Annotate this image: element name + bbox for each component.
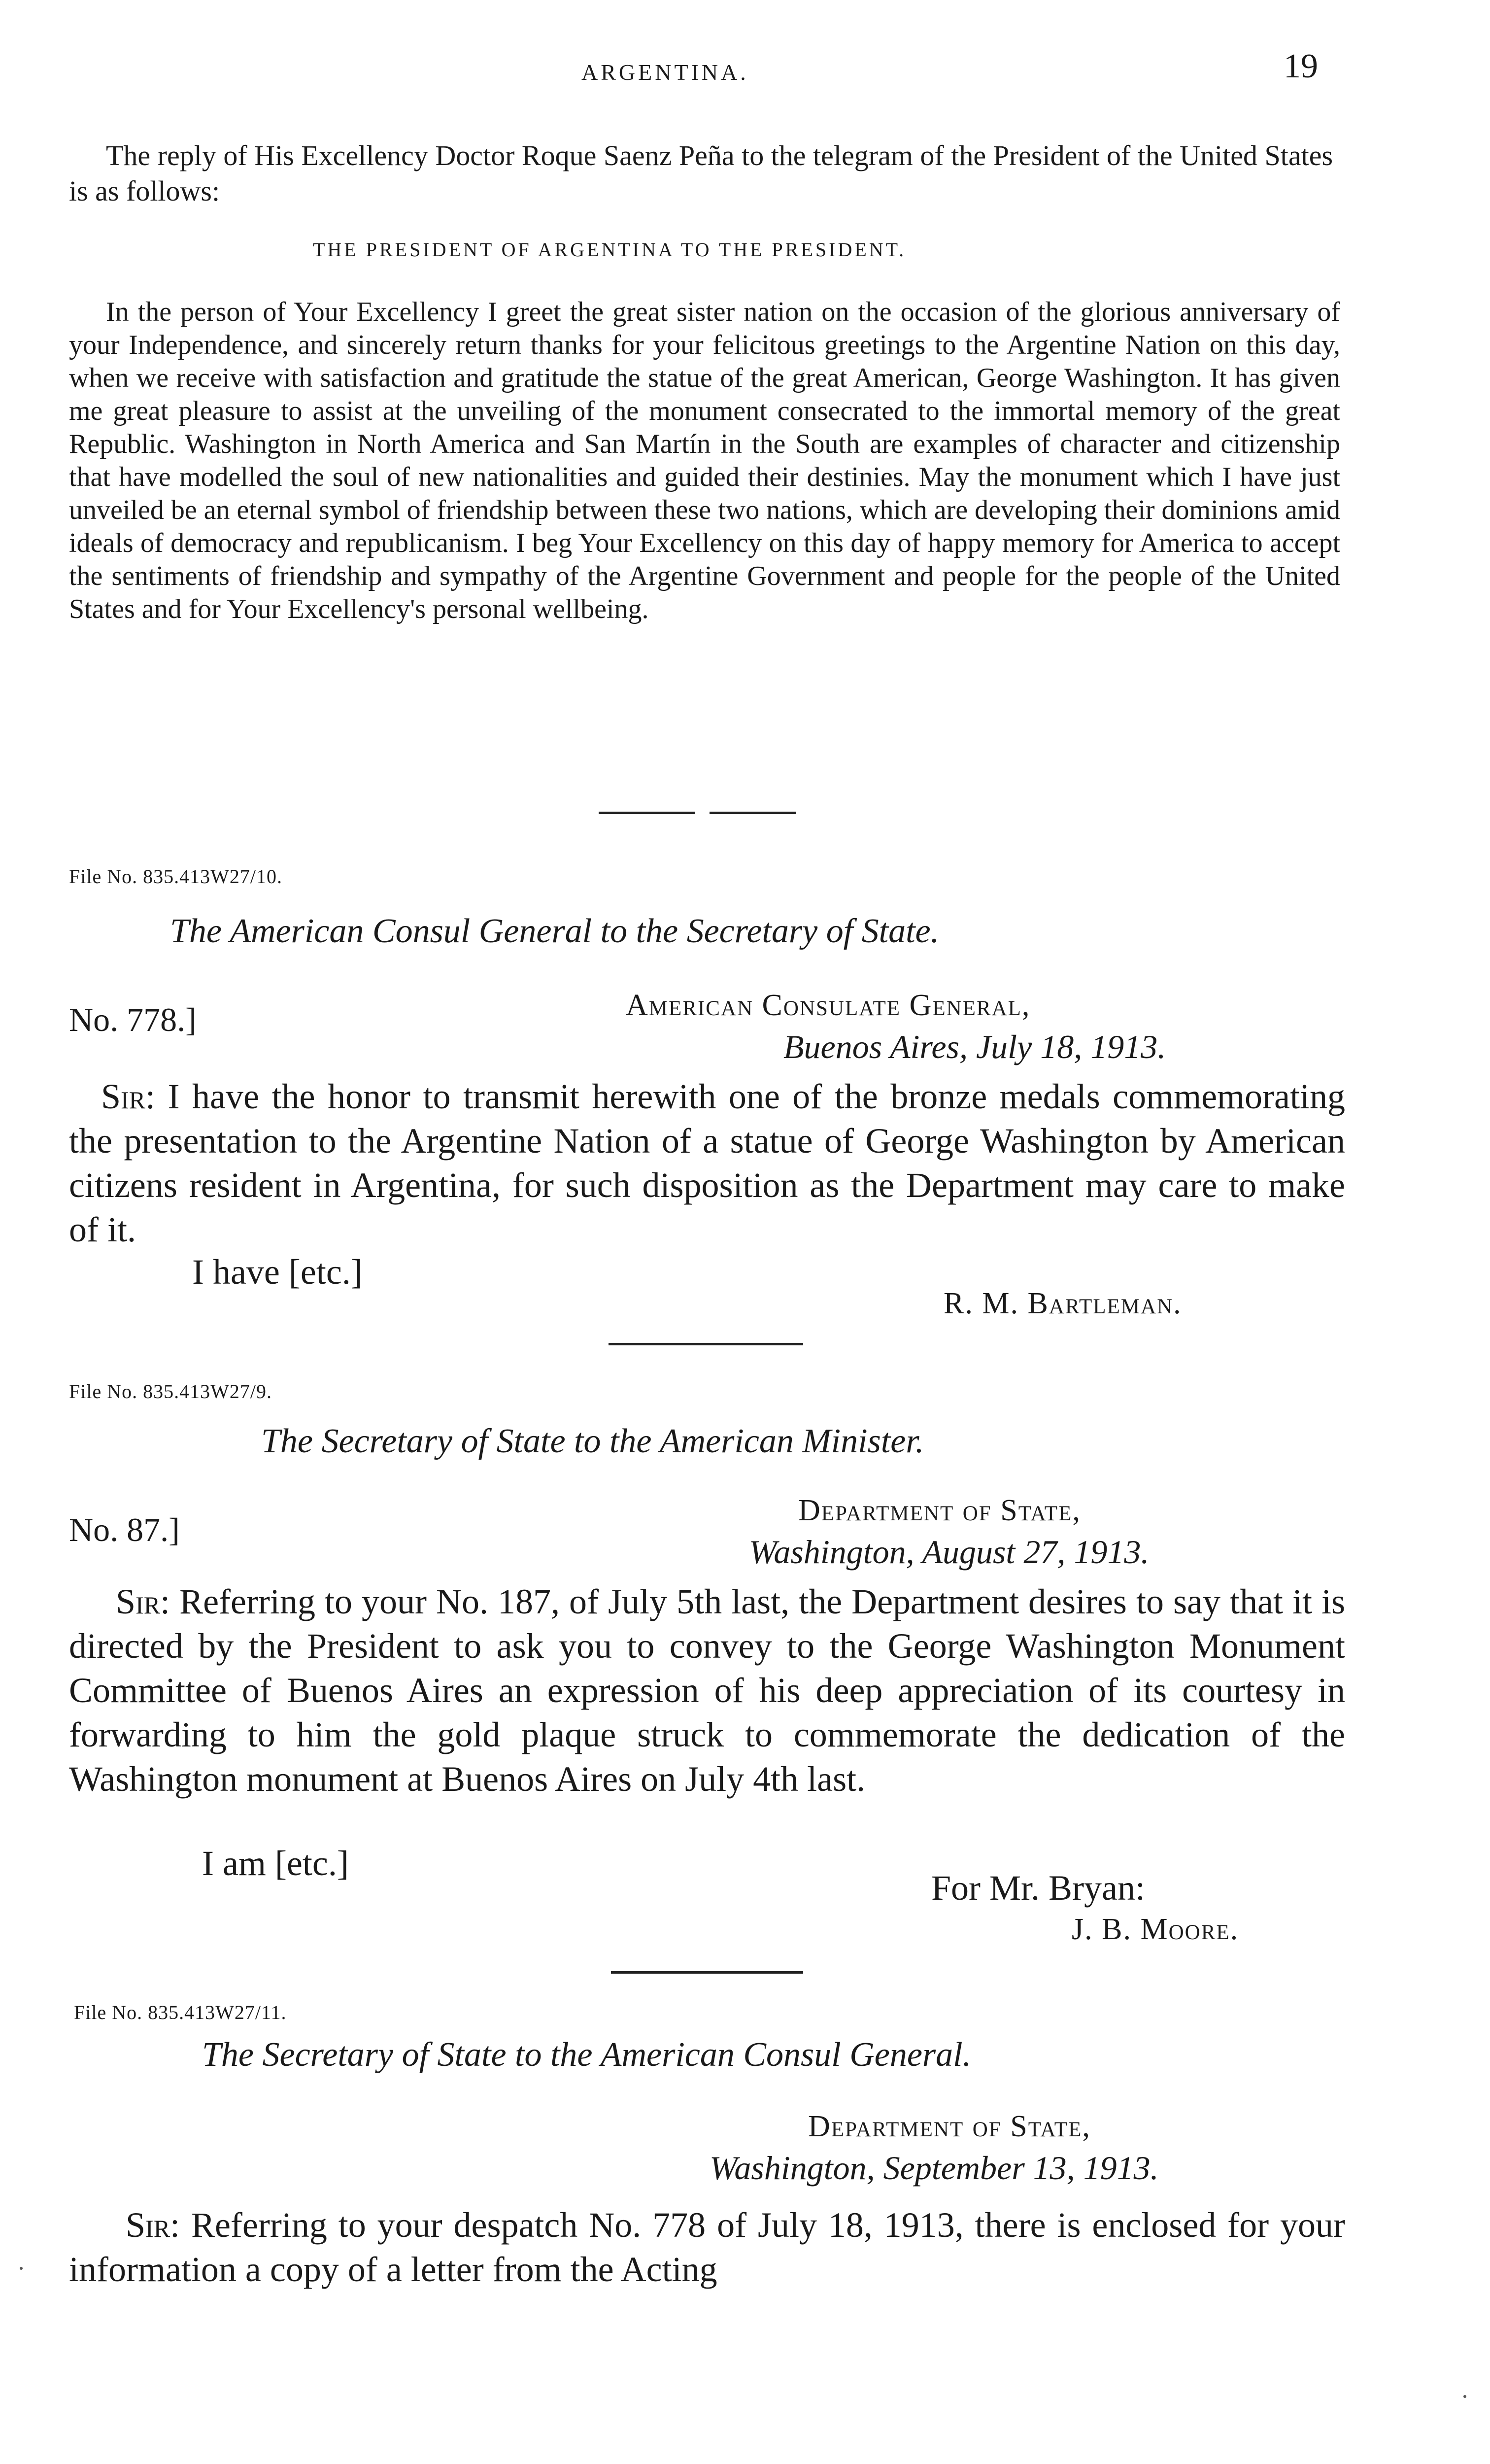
document-number: No. 778.] bbox=[69, 1001, 197, 1038]
intro-paragraph: The reply of His Excellency Doctor Roque Saenz Peña to the telegram of the President of the United States is as follows: bbox=[69, 139, 1333, 207]
file-number: File No. 835.413W27/10. bbox=[69, 865, 282, 888]
telegram-heading: THE PRESIDENT OF ARGENTINA TO THE PRESIDENT. bbox=[313, 239, 907, 261]
closing: I have [etc.] bbox=[192, 1252, 363, 1292]
sender-office: American Consulate General, bbox=[626, 989, 1031, 1022]
salutation: Sir: bbox=[116, 1582, 170, 1621]
telegram-paragraph: In the person of Your Excellency I greet the great sister nation on the occasion of the glorious anniversary of your Independence, and sincerely return thanks for your felicitous greetings to the Argentine Nation on this day, when we receive with satisfaction and gratitude the statue of the great American, George Washington. It has given me great pleasure to assist at the unveiling of the monument consecrated to the immortal memory of the great Republic. Washington in North America and San Martín in the South are examples of character and citizenship that have modelled the soul of new nationalities and guided their destinies. May the monument which I have just unveiled be an eternal symbol of friendship between these two nations, which are developing their dominions amid ideals of democracy and republicanism. I beg Your Excellency on this day of happy memory for America to accept the sentiments of friendship and sympathy of the Argentine Government and people for the people of the United States and for Your Excellency's personal wellbeing. bbox=[69, 297, 1340, 624]
place-date: Washington, August 27, 1913. bbox=[749, 1533, 1150, 1571]
sender-office: Department of State, bbox=[808, 2110, 1091, 2143]
document-title: The Secretary of State to the American Minister. bbox=[261, 1422, 924, 1460]
page-number: 19 bbox=[1284, 47, 1318, 85]
letter-body bbox=[69, 1074, 1345, 1252]
scan-speck bbox=[20, 2267, 23, 2270]
for-line: For Mr. Bryan: bbox=[931, 1868, 1146, 1908]
place-date: Buenos Aires, July 18, 1913. bbox=[783, 1028, 1166, 1065]
running-head: ARGENTINA. bbox=[581, 60, 749, 85]
separator-rule bbox=[710, 812, 796, 814]
place-date: Washington, September 13, 1913. bbox=[710, 2149, 1159, 2187]
document-title: The American Consul General to the Secretary of State. bbox=[170, 912, 940, 950]
sender-office: Department of State, bbox=[798, 1494, 1081, 1527]
file-number: File No. 835.413W27/9. bbox=[69, 1380, 272, 1403]
signature: J. B. Moore. bbox=[1072, 1913, 1239, 1946]
document-number: No. 87.] bbox=[69, 1511, 180, 1548]
file-number: File No. 835.413W27/11. bbox=[74, 2001, 287, 2023]
signature: R. M. Bartleman. bbox=[944, 1287, 1182, 1320]
letter-text: Referring to your despatch No. 778 of July 18, 1913, there is enclosed for your information a copy of a letter from the Acting bbox=[69, 2205, 1346, 2289]
separator-rule bbox=[599, 812, 695, 814]
separator-rule bbox=[611, 1971, 803, 1974]
letter-text: Referring to your No. 187, of July 5th last, the Department desires to say that it is directed by the President to ask you to convey to the George Washington Monument Committee of Buenos Aires an expression of his deep appreciation of its courtesy in forwarding to him the gold plaque struck to commemorate the dedication of the Washington monument at Buenos Aires on July 4th last. bbox=[69, 1582, 1346, 1799]
scan-speck bbox=[1463, 2395, 1466, 2398]
letter-body bbox=[69, 2203, 1345, 2292]
document-title: The Secretary of State to the American Consul General. bbox=[202, 2036, 972, 2074]
salutation: Sir: bbox=[101, 1077, 156, 1116]
salutation: Sir: bbox=[126, 2205, 180, 2245]
letter-text: I have the honor to transmit herewith one of the bronze medals commemorating the presentation to the Argentine Nation of a statue of George Washington by American citizens resident in Argentina, for such disposition as the Department may care to make of it. bbox=[69, 1077, 1345, 1249]
closing: I am [etc.] bbox=[202, 1844, 349, 1883]
separator-rule bbox=[609, 1343, 803, 1345]
letter-body bbox=[69, 1579, 1345, 1801]
